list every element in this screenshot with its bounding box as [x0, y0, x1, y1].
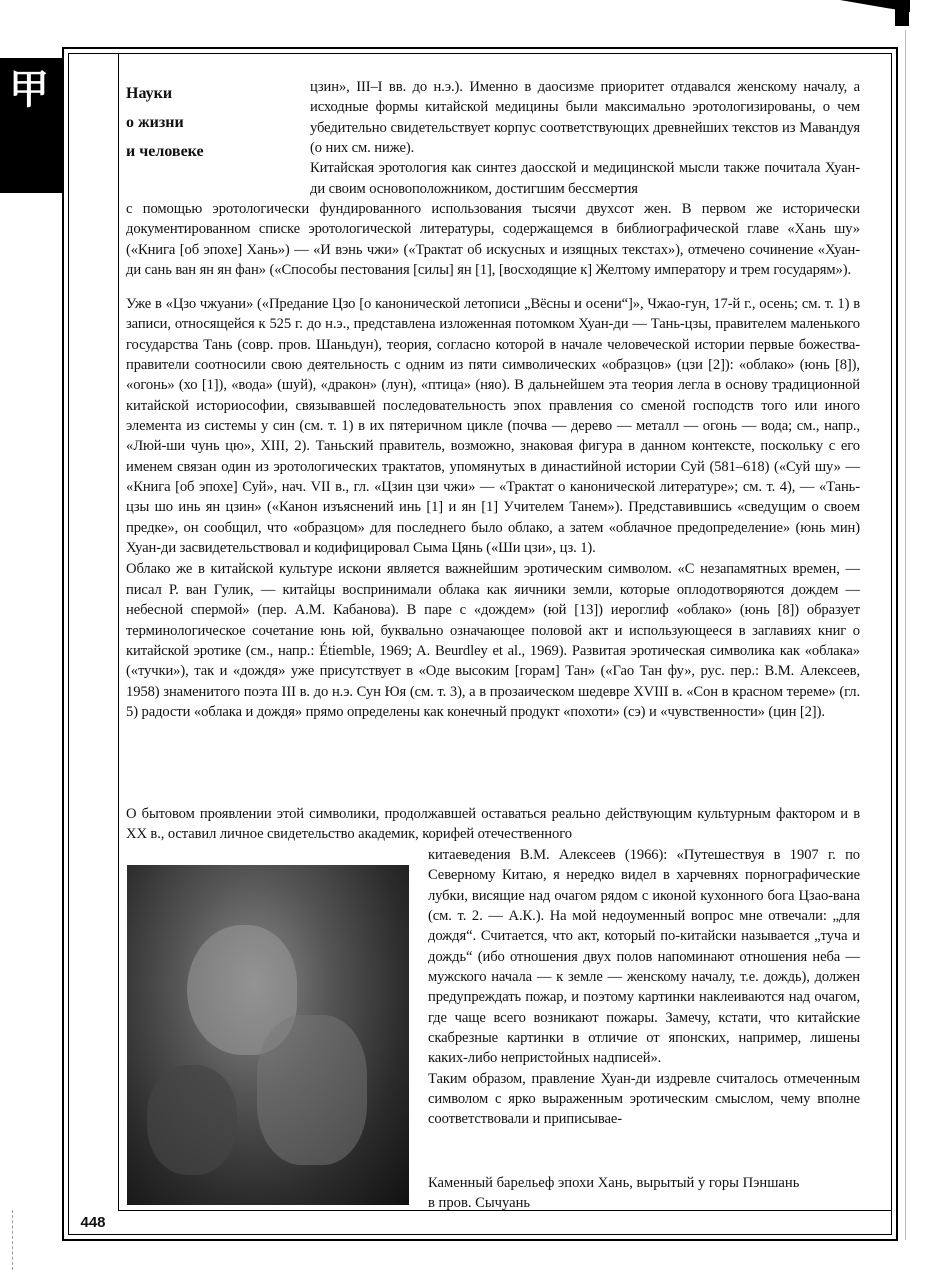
paragraph-4: Облако же в китайской культуре искони является важнейшим эротическим символом. «С незапамятных времен, — писал Р. ван Гулик, — китайцы воспринимали облака как яичники земли, которые оплодотворяются дождем — небесной спермой» (пер. А.М. Кабанова). В паре с «дождем» (юй [13]) иероглиф «облако» (юнь [8]) образует терминологическое сочетание юнь юй, буквально означающее половой акт и использующееся в заглавиях книг о китайской эротике (см., напр.: Étiemble, 1969; A. Beurdley et al., 1969). Развитая эротическая символика как «облака» («тучки»), так и «дождя» уже присутствует в «Оде высоким [горам] Тан» («Гао Тан фу», рус. пер.: В.М. Алексеев, 1958) знаменитого поэта III в. до н.э. Сун Юя (см. т. 3), а в прозаическом шедевре XVIII в. «Сон в красном тереме» (гл. 5) радости «облака и дождя» прямо определены как конечный продукт «похоти» (сэ) и «чувственности» (цин [2]).	[126, 561, 860, 720]
text-block-right-column	[428, 845, 860, 1130]
paragraph-2-start: Китайская эротология как синтез даосской и медицинской мысли также почитала Хуан-ди своим основоположником, достигшим бессмертия	[310, 160, 860, 197]
relief-figure-2	[257, 1015, 367, 1165]
chapter-glyph: 甲	[9, 66, 49, 113]
paragraph-5-continued: китаеведения В.М. Алексеев (1966): «Путешествуя в 1907 г. по Северному Китаю, я нередко видел в харчевнях порнографические лубки, висящие над очагом рядом с иконой кухонного бога Цзао-вана (см. т. 2. — А.К.). На мой недоуменный вопрос мне отвечали: „для дождя“. Считается, что акт, который по-китайски называется „туча и дождь“ (ибо отношения двух полов напоминают отношения неба — мужского начала — к земле — женскому началу, т.е. дождь), должен предупреждать пожар, и поэтому картинки наклеиваются над очагом, где чаще всего возникают пожары. Замечу, кстати, что китайские скабрезные картинки в отличие от японских, например, лишены каких-либо непристойных надписей».	[428, 847, 860, 1067]
relief-shadow	[147, 1065, 237, 1175]
figure-caption	[428, 1173, 868, 1213]
text-block-top	[310, 77, 860, 199]
corner-mark-block	[895, 0, 909, 26]
paragraph-3: Уже в «Цзо чжуани» («Предание Цзо [о канонической летописи „Вёсны и осени“]», Чжао-гун, 17-й г., осень; см. т. 1) в записи, относящейся к 525 г. до н.э., представлена изложенная потомком Хуан-ди — Тань-цзы, правителем маленького государства Тань (совр. пров. Шаньдун), теория, согласно которой в начале человеческой истории первые божества-правители соотносили свою деятельность с одним из пяти символических «образцов» (цзи [2]): «облако» (юнь [8]), «огонь» (хо [1]), «вода» (шуй), «дракон» (лун), «птица» (няо). В дальнейшем эта теория легла в основу традиционной китайской историософии, связывавшей последовательность эпох правления со сменой господств того или иного элемента из системы у син (см. т. 1) в их пятеричном цикле (почва — дерево — металл — огонь — вода; см., напр., «Люй-ши чунь цю», XIII, 2). Таньский правитель, возможно, знаковая фигура в данном контексте, поскольку с его именем связан один из эротологических трактатов, упомянутых в династийной истории Суй (581–618) («Суй шу» — «Книга [об эпохе] Суй», нач. VII в., гл. «Цзин цзи чжи» — «Трактат о канонической литературе»; см. т. 4), — «Тань-цзы шо инь ян цзин» («Канон изъяснений инь [1] и ян [1] Учителем Танем»). Представившись «сведущим о своем предке», он сообщил, что «образцом» для последнего было облако, а затем «облачное предопределение» (юнь мин) Хуан-ди засвидетельствовал и кодифицировал Сыма Цянь («Ши цзи», цз. 1).	[126, 296, 860, 557]
section-title	[126, 79, 204, 166]
paragraph-5-start: О бытовом проявлении этой символики, продолжавшей оставаться реально действующим культурным фактором и в XX в., оставил личное свидетельство академик, корифей отечественного	[126, 806, 860, 843]
paragraph-1: цзин», III–I вв. до н.э.). Именно в даосизме приоритет отдавался женскому началу, а исходные формы китайской медицины были максимально эротологизированы, о чем убедительно свидетельствует корпус соответствующих древнейших текстов из Мавандуя (о них см. ниже).	[310, 79, 860, 157]
section-title-line-2: о жизни	[126, 114, 184, 131]
bas-relief-photo	[127, 865, 409, 1205]
paragraph-6: Таким образом, правление Хуан-ди издревле считалось отмеченным символом с ярко выраженным эротическим смыслом, чему вполне соответствовали и приписывае-	[428, 1070, 860, 1128]
page-number: 448	[80, 1214, 106, 1231]
text-block-wide-2	[126, 804, 860, 845]
sidebar-divider	[118, 53, 119, 1210]
text-block-wide-1	[126, 199, 860, 280]
margin-dash	[12, 1210, 15, 1270]
page-edge-line	[905, 30, 906, 1240]
caption-line-1: Каменный барельеф эпохи Хань, вырытый у горы Пэншань	[428, 1175, 800, 1191]
caption-line-2: в пров. Сычуань	[428, 1195, 531, 1211]
section-title-line-3: и человеке	[126, 143, 204, 160]
text-block-main	[126, 294, 860, 722]
paragraph-2-continued: с помощью эротологически фундированного использования тысячи двухсот жен. В первом же исторически документированном списке эротологической литературы, содержащемся в библиографической главе «Хань шу» («Книга [об эпохе] Хань») — «И вэнь чжи» («Трактат об искусных и изящных текстах»), отмечено сочинение «Хуан-ди сань ван ян ян фан» («Способы пестования [силы] ян [1], [восходящие к] Желтому императору и трем государям»).	[126, 201, 860, 279]
section-title-line-1: Науки	[126, 85, 173, 102]
